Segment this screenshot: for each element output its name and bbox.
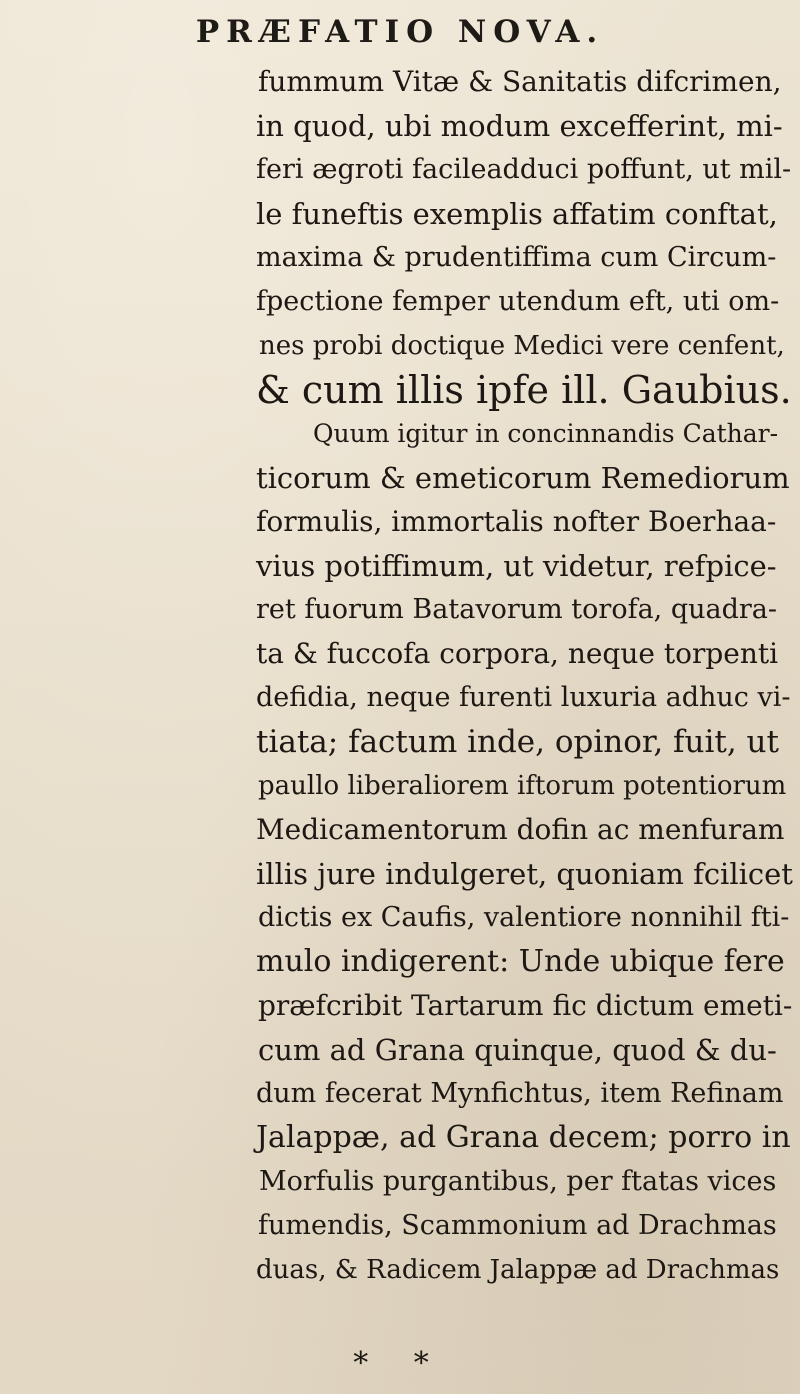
text-line: Quum igitur in concinnandis Cathar-: [313, 419, 779, 448]
text-line: mulo indigerent: Unde ubique fere: [256, 944, 785, 979]
text-line: fummum Vitæ & Sanitatis difcrimen,: [258, 65, 782, 98]
signature-mark: * *: [353, 1346, 447, 1381]
text-line: nes probi doctique Medici vere cenfent,: [259, 331, 785, 361]
text-line: defidia, neque furenti luxuria adhuc vi-: [256, 682, 791, 713]
text-line: le funeftis exemplis affatim conftat,: [256, 197, 778, 231]
running-header: PRÆFATIO NOVA.: [195, 14, 605, 50]
text-line: Jalappæ, ad Grana decem; porro in: [256, 1120, 791, 1155]
text-line: ticorum & emeticorum Remediorum: [256, 461, 790, 495]
text-line: feri ægroti facileadduci poffunt, ut mil-: [256, 154, 792, 185]
text-line: duas, & Radicem Jalappæ ad Drachmas: [256, 1255, 780, 1285]
text-line: cum ad Grana quinque, quod & du-: [258, 1033, 777, 1067]
text-line: formulis, immortalis nofter Boerhaa-: [256, 505, 777, 538]
text-line: dictis ex Caufis, valentiore nonnihil fti-: [258, 902, 790, 933]
text-line: Medicamentorum dofin ac menfuram: [256, 813, 785, 846]
text-line: paullo liberaliorem iftorum potentiorum: [258, 771, 787, 801]
text-line: vius potiffimum, ut videtur, refpice-: [256, 549, 777, 583]
text-line: illis jure indulgeret, quoniam fcilicet: [256, 857, 793, 891]
text-line: dum fecerat Mynfichtus, item Refinam: [256, 1078, 784, 1109]
text-line: fpectione femper utendum eft, uti om-: [256, 286, 780, 317]
text-line: maxima & prudentiffima cum Circum-: [256, 242, 777, 273]
text-line: Morfulis purgantibus, per ftatas vices: [259, 1166, 777, 1197]
text-line: ret fuorum Batavorum torofa, quadra-: [256, 594, 778, 625]
text-line: in quod, ubi modum excefferint, mi-: [256, 109, 783, 143]
text-line: ta & fuccofa corpora, neque torpenti: [256, 637, 779, 670]
text-line: fumendis, Scammonium ad Drachmas: [258, 1210, 777, 1241]
text-line: tiata; factum inde, opinor, fuit, ut: [256, 724, 779, 760]
text-line: & cum illis ipfe ill. Gaubius.: [256, 368, 792, 412]
text-line: præfcribit Tartarum fic dictum emeti-: [258, 989, 793, 1022]
